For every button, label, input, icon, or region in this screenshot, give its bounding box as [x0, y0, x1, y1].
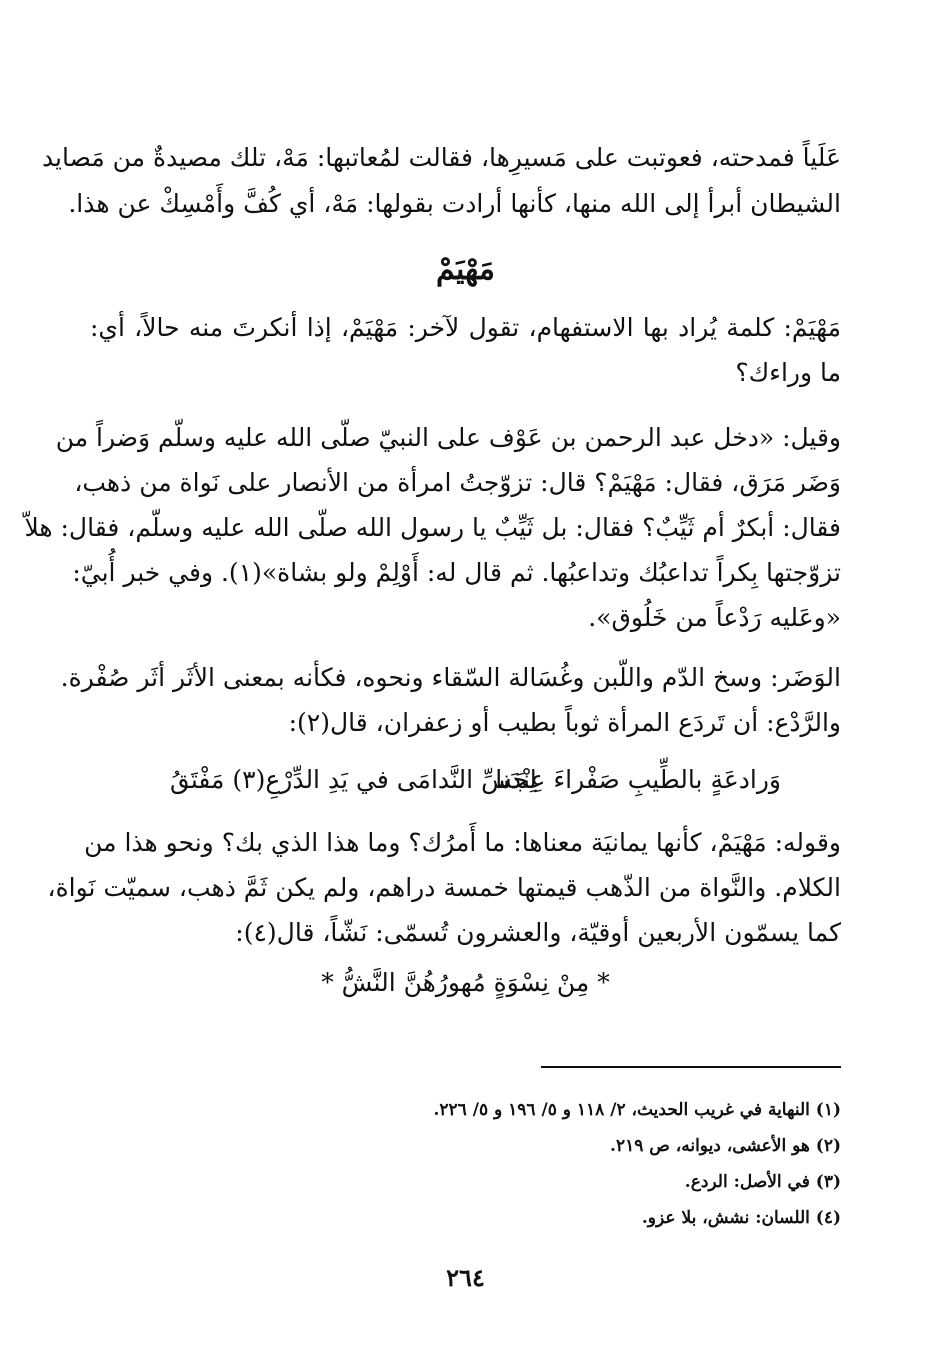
- footnote-divider: [541, 1066, 841, 1068]
- para1-line-1: مَهْيَمْ: كلمة يُراد بها الاستفهام، تقول لآخر: مَهْيَمْ، إذا أنكرتَ منه حالاً، أي:: [90, 313, 841, 342]
- entry-heading: مَهْيَمْ: [436, 252, 495, 287]
- intro-line-2: الشيطان أبرأ إلى الله منها، كأنها أرادت بقولها: مَهْ، أي كُفَّ وأَمْسِكْ عن هذا.: [68, 189, 841, 218]
- para4-line-3: كما يسمّون الأربعين أوقيّة، والعشرون تُسمّى: نَشّاً، قال(٤):: [235, 918, 841, 947]
- para2-line-3: فقال: أبكرٌ أم ثَيِّبٌ؟ فقال: بل ثَيِّبٌ يا رسول الله صلّى الله عليه وسلّم، فقال: هلاّ: [24, 513, 841, 542]
- verse-1-first-hemistich: وَرادعَةٍ بالطِّيبِ صَفْراءَ عِنْدَنا: [495, 765, 781, 794]
- verse-1-second-hemistich: لِجَسِّ النَّدامَى في يَدِ الدِّرْعِ(٣) مَفْتَقُ: [170, 765, 537, 794]
- book-page: [24, 0, 841, 1345]
- para1-line-2: ما وراءك؟: [735, 358, 841, 387]
- para2-line-5: «وعَليه رَدْعاً من خَلُوق».: [588, 603, 841, 632]
- para3-line-1: الوَضَر: وسخ الدّم واللّبن وغُسَالة السّقاء ونحوه، فكأنه بمعنى الأثَر أثَر صُفْرة.: [60, 663, 841, 692]
- para2-line-1: وقيل: «دخل عبد الرحمن بن عَوْف على النبيّ صلّى الله عليه وسلّم وَضراً من: [55, 423, 841, 452]
- page-number: ٢٦٤: [446, 1263, 485, 1292]
- para3-line-2: والرَّدْع: أن تَردَع المرأة ثوباً بطيب أو زعفران، قال(٢):: [288, 708, 841, 737]
- footnote-1: (١) النهاية في غريب الحديث، ٢/ ١١٨ و ٥/ ١٩٦ و ٥/ ٢٢٦.: [433, 1100, 841, 1120]
- para2-line-4: تزوّجتها بِكراً تداعبُك وتداعبُها. ثم قال له: أَوْلِمْ ولو بشاة»(١). وفي خبر أُبيّ:: [72, 558, 841, 587]
- para2-line-2: وَضَر مَرَق، فقال: مَهْيَمْ؟ قال: تزوّجتُ امرأة من الأنصار على نَواة من ذهب،: [74, 468, 841, 497]
- para4-line-1: وقوله: مَهْيَمْ، كأنها يمانيَة معناها: ما أَمرُك؟ وما هذا الذي بك؟ ونحو هذا من: [84, 828, 841, 857]
- verse-2: * مِنْ نِسْوَةٍ مُهورُهُنَّ النَّشُّ *: [321, 968, 610, 997]
- para4-line-2: الكلام. والنَّواة من الذّهب قيمتها خمسة دراهم، ولم يكن ثَمَّ ذهب، سميّت نَواة،: [47, 873, 841, 902]
- footnote-3: (٣) في الأصل: الردع.: [684, 1172, 841, 1192]
- footnote-2: (٢) هو الأعشى، ديوانه، ص ٢١٩.: [610, 1136, 841, 1156]
- footnote-4: (٤) اللسان: نشش، بلا عزو.: [641, 1208, 841, 1228]
- intro-line-1: عَلَياً فمدحته، فعوتبت على مَسيرِها، فقالت لمُعاتبها: مَهْ، تلك مصيدةٌ من مَصايد: [41, 143, 841, 172]
